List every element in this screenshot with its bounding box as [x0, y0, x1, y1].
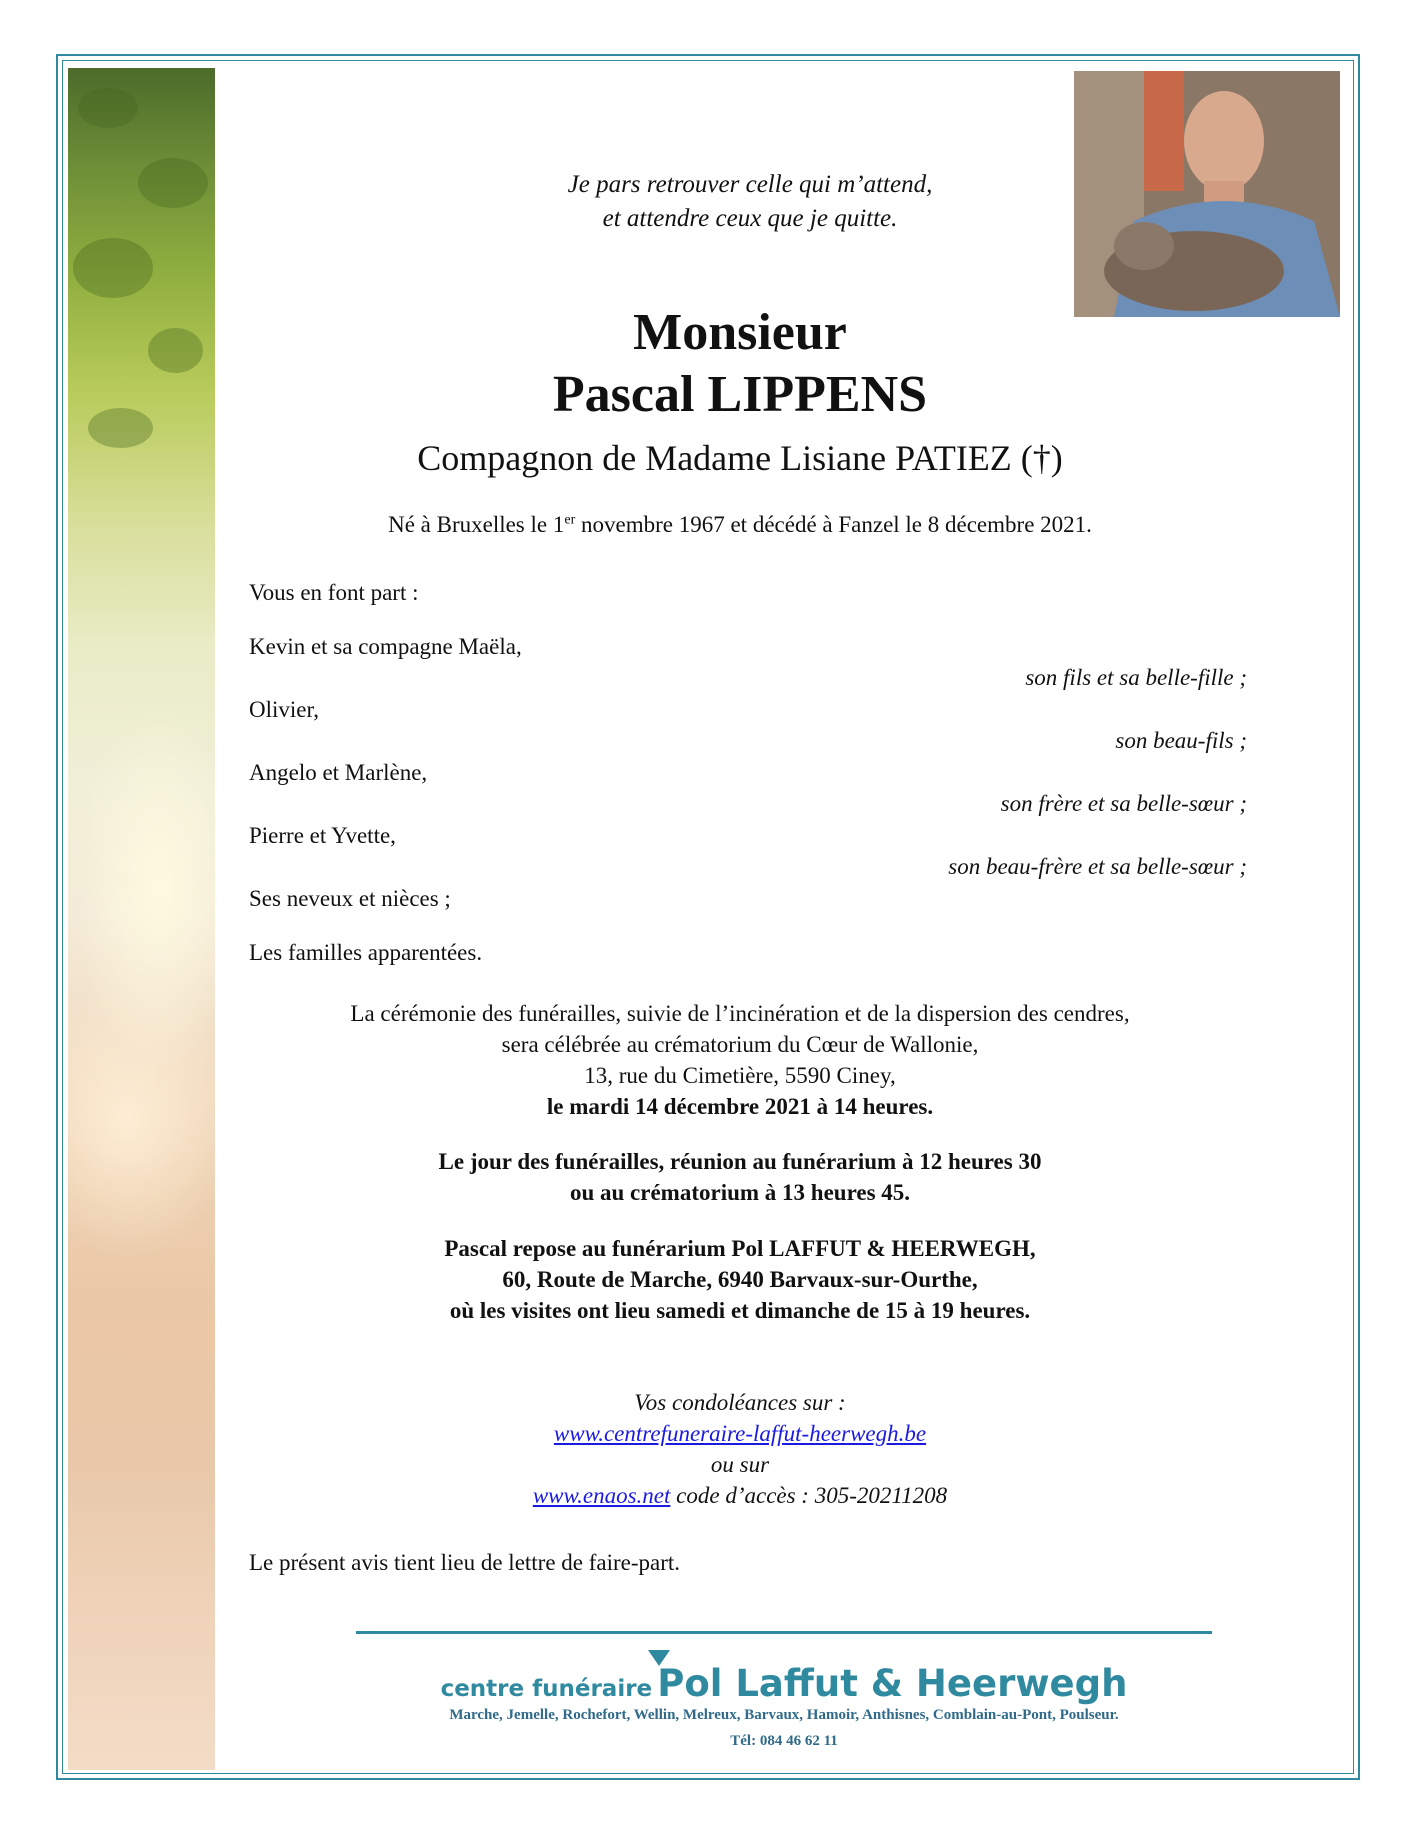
family-name: Kevin et sa compagne Maëla,: [249, 634, 522, 659]
funeral-home-logo: [356, 1662, 1212, 1705]
footer-towns: Marche, Jemelle, Rochefort, Wellin, Melreux, Barvaux, Hamoir, Anthisnes, Comblain-au-Pont, Poulseur.: [449, 1707, 1119, 1723]
closing-line: Le présent avis tient lieu de lettre de faire-part.: [249, 1550, 681, 1575]
birth-text-before: Né à Bruxelles le 1: [388, 512, 565, 537]
quote-line-2: et attendre ceux que je quitte.: [602, 205, 898, 232]
family-name: Olivier,: [249, 697, 319, 722]
family-name: Pierre et Yvette,: [249, 823, 396, 848]
companion-line: Compagnon de Madame Lisiane PATIEZ (†): [417, 438, 1063, 478]
condolences-intro: Vos condoléances sur :: [634, 1390, 846, 1415]
family-relation: son beau-frère et sa belle-sœur ;: [948, 854, 1247, 879]
portrait-photo: [1074, 71, 1340, 317]
family-relation: son fils et sa belle-fille ;: [1025, 665, 1247, 690]
ceremony-date: le mardi 14 décembre 2021 à 14 heures.: [546, 1094, 934, 1119]
announce-line: Vous en font part :: [249, 580, 419, 605]
funeral-home-link[interactable]: www.centrefuneraire-laffut-heerwegh.be: [553, 1421, 927, 1446]
rest-line-1: Pascal repose au funérarium Pol LAFFUT & HEERWEGH,: [444, 1236, 1036, 1261]
condolences-block: [260, 1387, 1220, 1511]
forest-path-photo: [68, 68, 215, 1770]
deceased-name: Pascal LIPPENS: [552, 366, 928, 423]
rest-line-2: 60, Route de Marche, 6940 Barvaux-sur-Ourthe,: [502, 1267, 978, 1292]
ceremony-block: [260, 998, 1220, 1122]
ceremony-line-3: 13, rue du Cimetière, 5590 Ciney,: [584, 1063, 896, 1088]
meeting-line-2: ou au crématorium à 13 heures 45.: [569, 1180, 911, 1205]
families-line: Les familles apparentées.: [249, 940, 483, 965]
meeting-line-1: Le jour des funérailles, réunion au funérarium à 12 heures 30: [438, 1149, 1042, 1174]
nephews-line: Ses neveux et nièces ;: [249, 886, 451, 911]
birth-ordinal: er: [564, 512, 576, 528]
deceased-heading: [260, 302, 1220, 426]
footer-phone: Tél: 084 46 62 11: [730, 1733, 838, 1749]
epitaph-quote: [440, 168, 1060, 236]
logo-subtitle: centre funéraire: [440, 1676, 653, 1702]
birth-death-line: [260, 510, 1220, 540]
family-name: Angelo et Marlène,: [249, 760, 428, 785]
ceremony-line-1: La cérémonie des funérailles, suivie de l’incinération et de la dispersion des cendres,: [350, 1001, 1130, 1026]
rest-block: [260, 1233, 1220, 1326]
footer-divider: [356, 1631, 1212, 1634]
quote-line-1: Je pars retrouver celle qui m’attend,: [567, 171, 933, 198]
ceremony-line-2: sera célébrée au crématorium du Cœur de Wallonie,: [501, 1032, 979, 1057]
meeting-block: [260, 1146, 1220, 1208]
logo-name: Pol Laffut & Heerwegh: [657, 1662, 1128, 1705]
family-relation: son beau-fils ;: [1115, 728, 1247, 753]
birth-text-after: novembre 1967 et décédé à Fanzel le 8 décembre 2021.: [575, 512, 1092, 537]
family-relation: son frère et sa belle-sœur ;: [1000, 791, 1247, 816]
condolences-or: ou sur: [710, 1452, 770, 1477]
rest-line-3: où les visites ont lieu samedi et dimanche de 15 à 19 heures.: [449, 1298, 1031, 1323]
enaos-link[interactable]: www.enaos.net: [532, 1483, 671, 1508]
deceased-title: Monsieur: [633, 304, 847, 361]
access-code: code d’accès : 305-20211208: [670, 1483, 948, 1508]
